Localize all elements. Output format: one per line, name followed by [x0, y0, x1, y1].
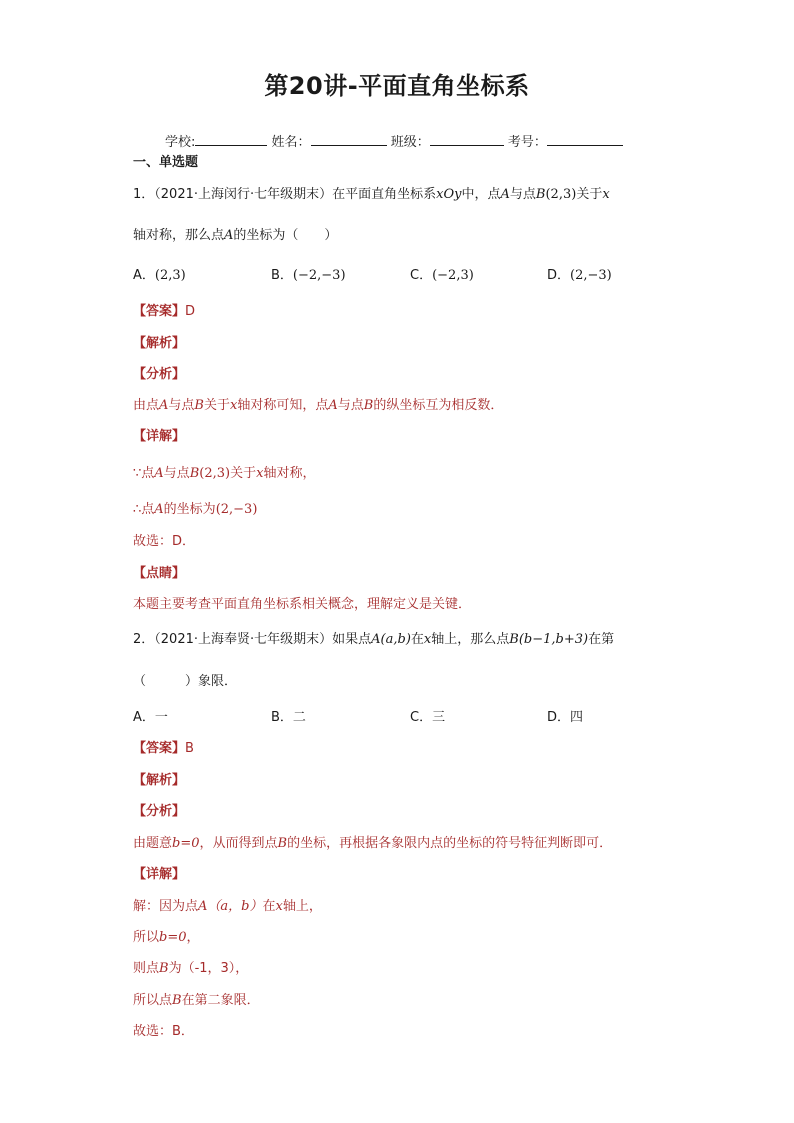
q1-point-a: A — [500, 187, 510, 202]
axis-x: x — [256, 466, 264, 481]
name-field[interactable] — [311, 133, 387, 146]
axis-x: x — [230, 398, 238, 413]
q2-number: 2． — [133, 632, 155, 647]
point-b: B — [363, 398, 374, 413]
q1-option-d[interactable] — [547, 267, 612, 285]
text: 关于 — [230, 466, 257, 481]
q2-detail-line3 — [133, 960, 248, 978]
text: 与点 — [337, 398, 364, 413]
option-letter: A． — [133, 268, 155, 283]
q1-stem-line2 — [133, 227, 337, 245]
text: 由点 — [133, 398, 160, 413]
option-value: (−2,−3) — [292, 268, 346, 283]
point-a: A — [159, 398, 169, 413]
q2-option-a[interactable] — [133, 709, 168, 727]
school-field[interactable] — [195, 133, 267, 146]
q1-axis-x: x — [602, 187, 610, 202]
option-letter: A． — [133, 710, 155, 725]
q1-option-a[interactable] — [133, 267, 186, 285]
q1-comment-tag: 【点睛】 — [133, 566, 186, 581]
school-label: 学校: — [165, 135, 196, 150]
section-heading: 一、单选题 — [133, 155, 199, 170]
text: ，从而得到点 — [199, 836, 278, 851]
text: 在 — [262, 899, 276, 914]
text: ， — [186, 930, 200, 945]
q2-analysis-tag: 【解析】 — [133, 773, 186, 788]
text: 轴对称， — [263, 466, 316, 481]
q2-detail-tag: 【详解】 — [133, 867, 186, 882]
point-a: A — [328, 398, 338, 413]
q1-detail-line2 — [133, 501, 257, 519]
q1-text: 在平面直角坐标系 — [332, 187, 437, 202]
text: 的纵坐标互为相反数． — [373, 398, 504, 413]
math: A（a，b） — [198, 899, 263, 914]
text: 轴对称可知，点 — [237, 398, 329, 413]
text: 的坐标为 — [163, 502, 216, 517]
text: 所以 — [133, 930, 160, 945]
text: 与点 — [168, 398, 195, 413]
option-letter: B． — [271, 268, 293, 283]
point-a: A — [154, 466, 164, 481]
q1-detail-line1 — [133, 465, 315, 483]
q2-point-b: B(b−1,b+3) — [509, 632, 589, 647]
q1-text: 轴对称，那么点 — [133, 228, 225, 243]
q1-comment: 本题主要考查平面直角坐标系相关概念，理解定义是关键． — [133, 597, 472, 612]
text: 则点 — [133, 961, 160, 976]
q1-text: 中，点 — [461, 187, 501, 202]
q2-choose: 故选：B． — [133, 1024, 194, 1039]
q2-stem-line2: （ ）象限． — [133, 674, 238, 689]
name-label: 姓名： — [271, 135, 311, 150]
q1-detail-tag: 【详解】 — [133, 429, 186, 444]
class-field[interactable] — [430, 133, 504, 146]
q1-stem-line1 — [133, 186, 610, 204]
point-a: A — [154, 502, 164, 517]
text: 的坐标，再根据各象限内点的坐标的符号特征判断即可． — [287, 836, 613, 851]
text: 解：因为点 — [133, 899, 199, 914]
math: b=0 — [159, 930, 187, 945]
q2-text: 轴上，那么点 — [431, 632, 510, 647]
text: ∵点 — [133, 466, 155, 481]
text: 所以点 — [133, 993, 173, 1008]
point-b: B — [189, 466, 200, 481]
text: 轴上， — [282, 899, 322, 914]
q2-text: 在 — [410, 632, 424, 647]
q1-fenxi-text — [133, 397, 503, 415]
point-a-coords: (2,−3) — [215, 502, 258, 517]
option-value: 三 — [432, 710, 446, 725]
option-value: (2,−3) — [570, 268, 612, 283]
point-b: B — [159, 961, 169, 976]
student-info-row — [165, 133, 623, 152]
point-b: B — [277, 836, 288, 851]
option-value: 四 — [570, 710, 584, 725]
answer-tag: 【答案】 — [133, 304, 186, 319]
q1-option-b[interactable] — [271, 267, 346, 285]
q2-axis-x: x — [423, 632, 432, 647]
option-letter: B． — [271, 710, 293, 725]
q2-detail-line1 — [133, 898, 322, 916]
option-value: 一 — [154, 710, 168, 725]
q2-text: 如果点 — [332, 632, 372, 647]
q1-text: 与点 — [509, 187, 536, 202]
q2-fenxi-tag: 【分析】 — [133, 804, 186, 819]
q1-text: 关于 — [576, 187, 603, 202]
text: 由题意 — [133, 836, 173, 851]
option-letter: D． — [547, 268, 571, 283]
class-label: 班级： — [390, 135, 430, 150]
q1-number: 1． — [133, 187, 155, 202]
q1-analysis-tag: 【解析】 — [133, 336, 186, 351]
q2-option-c[interactable] — [410, 709, 445, 727]
q1-answer-value: D — [185, 304, 196, 319]
q2-option-d[interactable] — [547, 709, 583, 727]
text: ∴点 — [133, 502, 155, 517]
q1-choose: 故选：D． — [133, 534, 196, 549]
option-value: (2,3) — [154, 268, 186, 283]
option-letter: C． — [410, 710, 433, 725]
option-value: (−2,3) — [432, 268, 474, 283]
text: 与点 — [163, 466, 190, 481]
answer-tag: 【答案】 — [133, 741, 186, 756]
q1-option-c[interactable] — [410, 267, 474, 285]
option-value: 二 — [292, 710, 306, 725]
text: 在第二象限． — [181, 993, 260, 1008]
q2-point-a: A(a,b) — [371, 632, 411, 647]
q1-text: 的坐标为（ ） — [233, 228, 338, 243]
option-letter: C． — [410, 268, 433, 283]
page-title: 第20讲-平面直角坐标系 — [264, 72, 530, 100]
q1-answer — [133, 303, 195, 321]
point-b: B — [172, 993, 182, 1008]
point-b-coords: (2,3) — [199, 466, 231, 481]
q1-point-a: A — [224, 228, 234, 243]
q1-fenxi-tag: 【分析】 — [133, 367, 186, 382]
q1-source: （2021·上海闵行·七年级期末） — [154, 187, 333, 202]
q2-option-b[interactable] — [271, 709, 306, 727]
option-letter: D． — [547, 710, 571, 725]
q1-coord-system: xOy — [436, 187, 462, 202]
q2-answer — [133, 740, 194, 758]
q2-stem-line1 — [133, 631, 614, 649]
axis-x: x — [275, 899, 283, 914]
q2-fenxi-text — [133, 835, 612, 853]
q1-point-b: B — [535, 187, 546, 202]
text: 为（-1，3）， — [168, 961, 249, 976]
q2-text: 在第 — [588, 632, 615, 647]
exam-no-field[interactable] — [547, 133, 623, 146]
exam-no-label: 考号： — [507, 135, 547, 150]
q1-point-b-coords: (2,3) — [545, 187, 577, 202]
text: 关于 — [203, 398, 230, 413]
q2-detail-line2 — [133, 929, 200, 947]
math: b=0 — [172, 836, 200, 851]
q2-source: （2021·上海奉贤·七年级期末） — [154, 632, 333, 647]
q2-answer-value: B — [185, 741, 194, 756]
q2-detail-line4 — [133, 992, 260, 1010]
point-b: B — [194, 398, 204, 413]
